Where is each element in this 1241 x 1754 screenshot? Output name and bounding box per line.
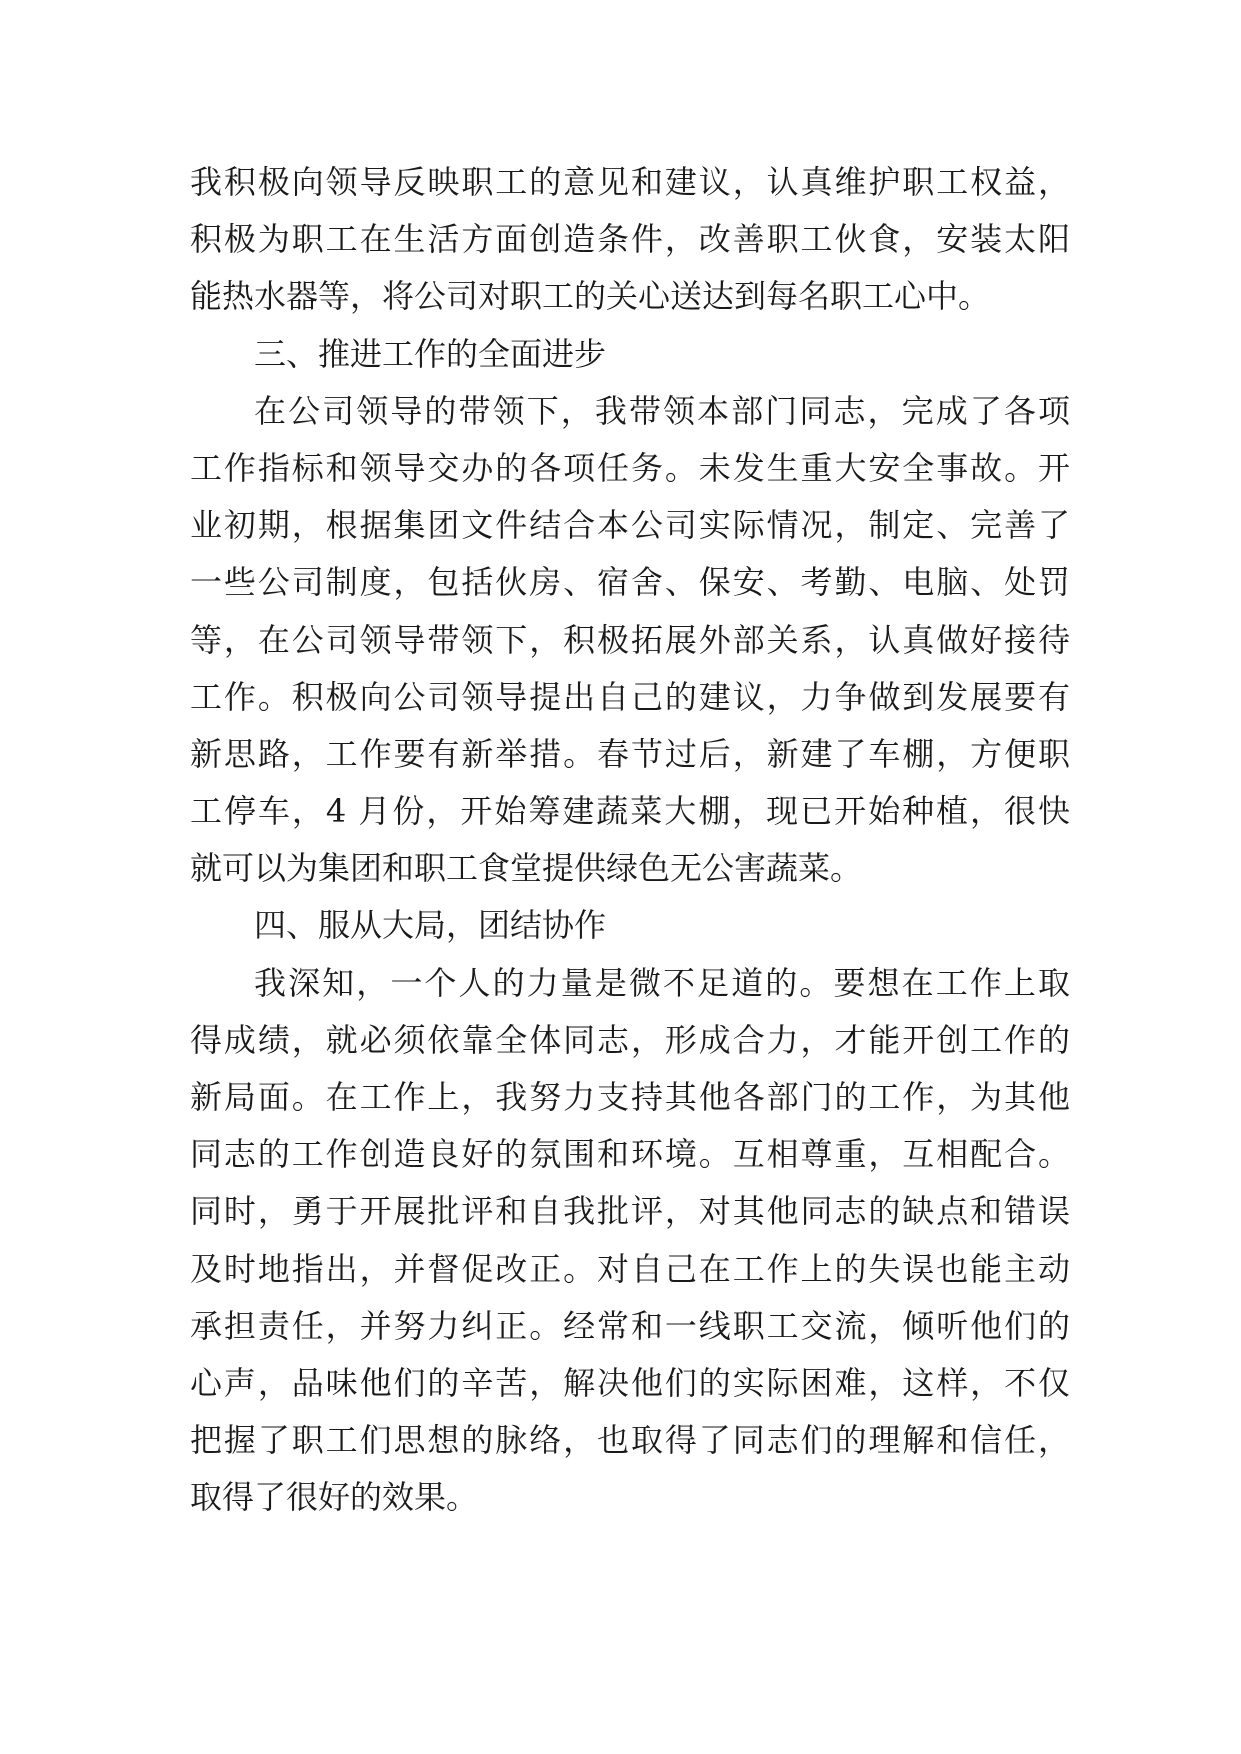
body-line: 积极为职工在生活方面创造条件，改善职工伙食，安装太阳 <box>190 220 1070 259</box>
body-line: 及时地指出，并督促改正。对自己在工作上的失误也能主动 <box>190 1249 1070 1288</box>
document-body <box>190 154 1070 1527</box>
body-line: 心声，品味他们的辛苦，解决他们的实际困难，这样，不仅 <box>190 1363 1070 1402</box>
body-line: 工停车，4 月份，开始筹建蔬菜大棚，现已开始种植，很快 <box>190 792 1070 831</box>
body-line: 把握了职工们思想的脉络，也取得了同志们的理解和信任， <box>190 1421 1070 1460</box>
body-line: 新思路，工作要有新举措。春节过后，新建了车棚，方便职 <box>190 734 1070 773</box>
body-line: 能热水器等，将公司对职工的关心送达到每名职工心中。 <box>190 277 991 316</box>
body-line: 就可以为集团和职工食堂提供绿色无公害蔬菜。 <box>190 849 863 888</box>
body-line: 在公司领导的带领下，我带领本部门同志，完成了各项 <box>254 391 1070 430</box>
section-heading: 三、推进工作的全面进步 <box>254 334 607 373</box>
body-line: 同时，勇于开展批评和自我批评，对其他同志的缺点和错误 <box>190 1192 1070 1231</box>
body-line: 新局面。在工作上，我努力支持其他各部门的工作，为其他 <box>190 1078 1070 1116</box>
body-line: 我积极向领导反映职工的意见和建议，认真维护职工权益， <box>190 163 1070 201</box>
body-line: 一些公司制度，包括伙房、宿舍、保安、考勤、电脑、处罚 <box>190 563 1070 602</box>
body-line: 取得了很好的效果。 <box>190 1478 479 1517</box>
body-line: 得成绩，就必须依靠全体同志，形成合力，才能开创工作的 <box>190 1020 1070 1059</box>
body-line: 业初期，根据集团文件结合本公司实际情况，制定、完善了 <box>190 506 1070 545</box>
body-line: 工作指标和领导交办的各项任务。未发生重大安全事故。开 <box>190 448 1070 487</box>
body-line: 工作。积极向公司领导提出自己的建议，力争做到发展要有 <box>190 677 1070 716</box>
section-heading: 四、服从大局，团结协作 <box>254 906 607 945</box>
body-line: 同志的工作创造良好的氛围和环境。互相尊重，互相配合。 <box>190 1135 1070 1174</box>
body-line: 承担责任，并努力纠正。经常和一线职工交流，倾听他们的 <box>190 1306 1070 1345</box>
body-line: 等，在公司领导带领下，积极拓展外部关系，认真做好接待 <box>190 620 1070 659</box>
body-line: 我深知，一个人的力量是微不足道的。要想在工作上取 <box>254 963 1070 1002</box>
